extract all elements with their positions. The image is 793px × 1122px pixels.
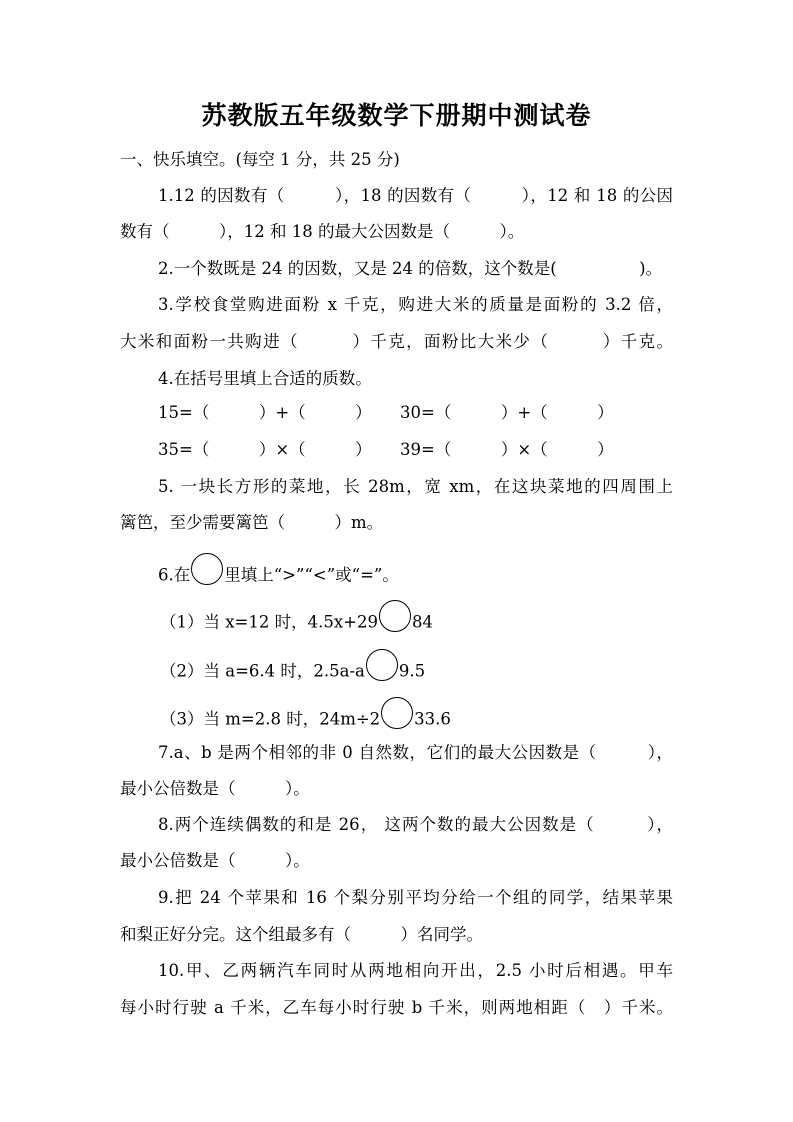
q2-line1: 2.一个数既是 24 的因数，又是 24 的倍数，这个数是( )。 [158, 259, 663, 278]
q5-line2: 篱笆，至少需要篱笆（ ）m。 [120, 513, 384, 532]
q3-line2: 大米和面粉一共购进（ ）千克，面粉比大米少（ ）千克。 [120, 332, 673, 351]
q6-sub1-value: 84 [411, 612, 433, 632]
q7-line1: 7.a、b 是两个相邻的非 0 自然数，它们的最大公因数是（ ）， [158, 743, 673, 762]
q6-sub3-value: 33.6 [414, 709, 451, 729]
q10-line1: 10.甲、乙两辆汽车同时从两地相向开出，2.5 小时后相遇。甲车 [158, 961, 673, 980]
q6-sub3-expression: （3）当 m=2.8 时，24m÷2 [160, 709, 381, 729]
q6-sub3 [160, 704, 720, 736]
q8-line2: 最小公倍数是（ ）。 [120, 851, 310, 870]
q5-line1: 5. 一块长方形的菜地，长 28m，宽 xm，在这块菜地的四周围上 [158, 477, 673, 496]
q4-eq1: 15=（ ）+（ ） [158, 403, 372, 422]
q6-sub2 [160, 656, 720, 688]
q6-prefix: 6.在 [158, 565, 191, 585]
q8-line1: 8.两个连续偶数的和是 26， 这两个数的最大公因数是（ ）， [158, 815, 673, 834]
q4-eq4: 39=（ ）×（ ） [400, 440, 614, 459]
q10-line2: 每小时行驶 a 千米，乙车每小时行驶 b 千米，则两地相距（ ）千米。 [120, 998, 673, 1017]
q4-eq3: 35=（ ）×（ ） [158, 440, 372, 459]
answer-circle-2[interactable] [366, 649, 398, 681]
q9-line2: 和梨正好分完。这个组最多有（ ）名同学。 [120, 925, 483, 944]
q4-line1: 4.在括号里填上合适的质数。 [158, 369, 372, 388]
page-title: 苏教版五年级数学下册期中测试卷 [201, 101, 592, 130]
q6-sub2-expression: （2）当 a=6.4 时，2.5a-a [160, 661, 365, 681]
q6-sub1 [160, 607, 720, 639]
q3-line1: 3.学校食堂购进面粉 x 千克，购进大米的质量是面粉的 3.2 倍， [158, 295, 673, 314]
q6-suffix: 里填上“>”“<”或“=”。 [224, 565, 399, 585]
q6-sub1-expression: （1）当 x=12 时，4.5x+29 [160, 612, 378, 632]
q1-line1: 1.12 的因数有（ ），18 的因数有（ ），12 和 18 的公因 [158, 186, 673, 205]
q4-eq2: 30=（ ）+（ ） [400, 403, 614, 422]
section-header: 一、快乐填空。(每空 1 分，共 25 分) [120, 150, 400, 169]
answer-circle-3[interactable] [381, 697, 413, 729]
answer-circle-1[interactable] [379, 600, 411, 632]
q6-instruction [158, 560, 678, 592]
q6-sub2-value: 9.5 [398, 661, 426, 681]
compare-circle-icon [191, 553, 223, 585]
q7-line2: 最小公倍数是（ ）。 [120, 779, 310, 798]
q1-line2: 数有（ ），12 和 18 的最大公因数是（ ）。 [120, 222, 525, 241]
q9-line1: 9.把 24 个苹果和 16 个梨分别平均分给一个组的同学，结果苹果 [158, 888, 673, 907]
